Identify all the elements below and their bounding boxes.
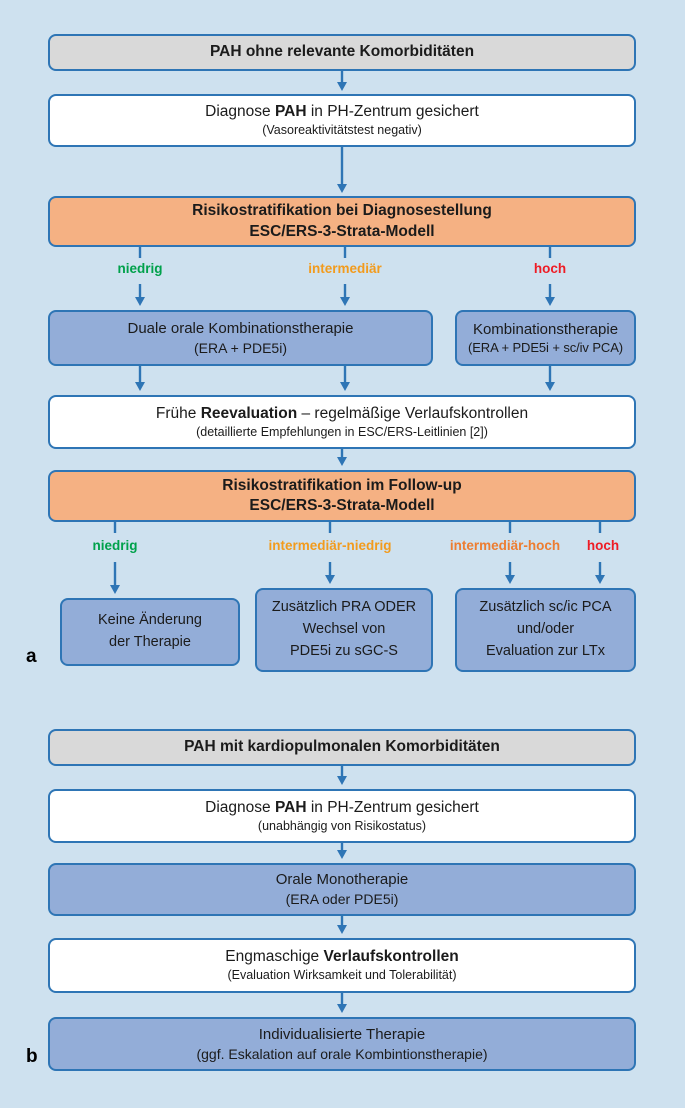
- panel-b-monotherapy-box: [48, 863, 636, 916]
- outcome-high-line2: und/oder: [516, 621, 575, 638]
- reeval-pre: Frühe: [155, 404, 201, 422]
- kontrollen-line: [225, 947, 458, 967]
- therapy-dual-line2: (ERA + PDE5i): [194, 339, 287, 356]
- monotherapy-line2: (ERA oder PDE5i): [285, 891, 399, 908]
- panel-a-therapy-combo-box: [455, 310, 636, 366]
- panel-b-letter: b: [26, 1046, 38, 1067]
- diagnose-a-pre: Diagnose: [205, 103, 275, 121]
- outcome-high-line1: Zusätzlich sc/ic PCA: [479, 599, 612, 616]
- outcome-high-line3: Evaluation zur LTx: [485, 642, 605, 659]
- risk-followup-line1: Risikostratifikation im Follow-up: [222, 476, 462, 494]
- branch-label-hoch-followup: hoch: [586, 538, 620, 553]
- therapy-combo-line2: (ERA + PDE5i + sc/iv PCA): [468, 340, 623, 356]
- panel-a-outcome-intermediate-box: [255, 588, 433, 672]
- monotherapy-line1: Orale Monotherapie: [275, 871, 409, 889]
- risk-followup-line2: ESC/ERS-3-Strata-Modell: [249, 497, 435, 514]
- branch-label-intermediaer-initial: intermediär: [308, 261, 382, 276]
- panel-a-risk-followup-box: [48, 470, 636, 522]
- panel-a-header: [48, 34, 636, 71]
- individual-line2: (ggf. Eskalation auf orale Kombintionstherapie): [196, 1045, 488, 1062]
- therapy-dual-line1: Duale orale Kombinationstherapie: [127, 319, 354, 337]
- diagnose-b-pre: Diagnose: [205, 798, 275, 816]
- branch-label-intermediaer-hoch: intermediär-hoch: [449, 538, 561, 553]
- panel-b-diagnose-sub: (unabhängig von Risikostatus): [257, 818, 427, 833]
- reeval-bold: Reevaluation: [200, 404, 298, 422]
- branch-label-niedrig-followup: niedrig: [92, 538, 138, 553]
- branch-label-niedrig-initial: niedrig: [117, 261, 163, 276]
- therapy-combo-line1: Kombinationstherapie: [472, 320, 619, 338]
- branch-label-hoch-initial: hoch: [533, 261, 567, 276]
- reevaluation-line: [156, 404, 528, 424]
- risk-initial-line2: ESC/ERS-3-Strata-Modell: [249, 222, 435, 240]
- panel-b-header: [48, 729, 636, 766]
- outcome-int-line3: PDE5i zu sGC-S: [290, 642, 398, 659]
- reeval-post: – regelmäßige Verlaufskontrollen: [297, 404, 529, 422]
- kontrollen-sub: (Evaluation Wirksamkeit und Tolerabilität): [227, 968, 457, 983]
- kontrollen-bold: Verlaufskontrollen: [323, 948, 459, 966]
- diagnose-a-post: in PH-Zentrum gesichert: [306, 103, 479, 121]
- branch-label-intermediaer-niedrig: intermediär-niedrig: [268, 538, 392, 553]
- panel-b-header-text: PAH mit kardiopulmonalen Komorbiditäten: [184, 738, 500, 756]
- panel-a-diagnose-sub: (Vasoreaktivitätstest negativ): [262, 123, 422, 138]
- panel-b-individual-box: [48, 1017, 636, 1071]
- panel-a-diagnose-line: [205, 102, 479, 122]
- outcome-int-line1: Zusätzlich PRA ODER: [271, 599, 417, 616]
- kontrollen-pre: Engmaschige: [225, 948, 324, 966]
- outcome-low-line1: Keine Änderung: [98, 612, 202, 629]
- panel-a-risk-initial-box: [48, 196, 636, 247]
- reevaluation-sub: (detaillierte Empfehlungen in ESC/ERS-Leitlinien [2]): [196, 424, 488, 439]
- individual-line1: Individualisierte Therapie: [258, 1025, 426, 1043]
- panel-a-outcome-high-box: [455, 588, 636, 672]
- outcome-int-line2: Wechsel von: [302, 621, 386, 638]
- panel-b-diagnose-line: [205, 798, 479, 818]
- panel-a-header-text: PAH ohne relevante Komorbiditäten: [209, 43, 475, 61]
- panel-a-reevaluation-box: [48, 395, 636, 449]
- risk-initial-line1: Risikostratifikation bei Diagnosestellung: [192, 202, 492, 220]
- panel-a-therapy-dual-box: [48, 310, 433, 366]
- panel-b-diagnose-box: [48, 789, 636, 843]
- diagnose-a-bold: PAH: [274, 103, 307, 121]
- outcome-low-line2: der Therapie: [109, 634, 191, 650]
- diagnose-b-bold: PAH: [274, 798, 307, 816]
- panel-a-diagnose-box: [48, 94, 636, 147]
- panel-a-letter: a: [26, 646, 37, 667]
- diagnose-b-post: in PH-Zentrum gesichert: [306, 798, 479, 816]
- panel-b-kontrollen-box: [48, 938, 636, 993]
- panel-a-outcome-low-box: [60, 598, 240, 666]
